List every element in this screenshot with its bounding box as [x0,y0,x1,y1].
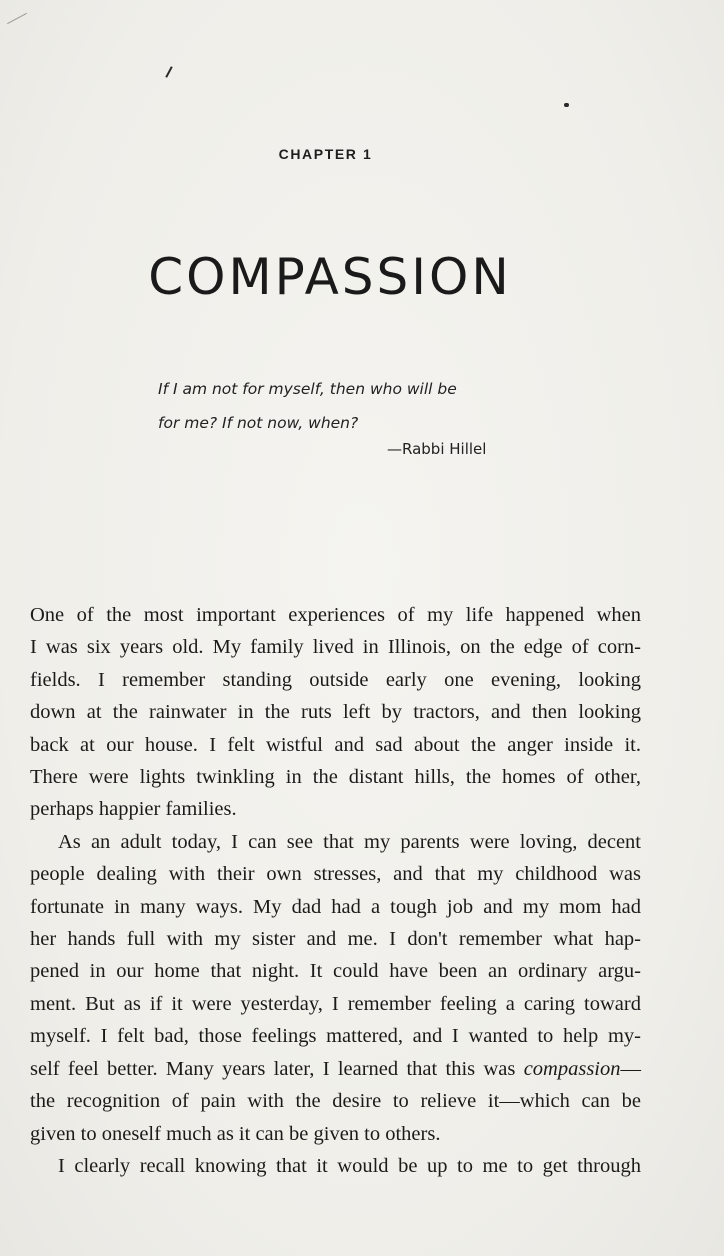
text-line: given to oneself much as it can be given to others. [30,1122,441,1145]
text-line: I clearly recall knowing that it would be up to me to get through [58,1154,641,1177]
text-line: her hands full with my sister and me. I don't remember what hap- [30,928,641,951]
page-corner-mark [7,13,27,24]
text-line: back at our house. I felt wistful and sad about the anger inside it. [30,733,641,756]
paragraph [30,826,641,1150]
chapter-label: CHAPTER 1 [278,146,373,162]
epigraph-line: If I am not for myself, then who will be [158,380,457,398]
epigraph-line: for me? If not now, when? [158,414,359,432]
epigraph [158,372,498,440]
text-segment: self feel better. Many years later, I learned that this was [30,1057,524,1080]
body-text [30,599,641,1182]
text-line: people dealing with their own stresses, and that my childhood was [30,863,641,886]
em-dash: — [620,1057,641,1080]
text-line: fortunate in many ways. My dad had a tough job and my mom had [30,895,641,918]
chapter-title: COMPASSION [148,248,512,306]
text-line: As an adult today, I can see that my parents were loving, decent [58,830,641,853]
paragraph [30,1150,641,1182]
text-line: ment. But as if it were yesterday, I remember feeling a caring toward [30,992,641,1015]
text-line [30,1053,641,1085]
paragraph [30,599,641,826]
text-line: the recognition of pain with the desire to relieve it—which can be [30,1090,641,1113]
text-line: down at the rainwater in the ruts left by tractors, and then looking [30,701,641,724]
pen-mark [165,66,172,78]
ink-dot [564,103,569,107]
epigraph-author: —Rabbi Hillel [387,440,487,458]
text-line: I was six years old. My family lived in Illinois, on the edge of corn- [30,636,641,659]
text-line: pened in our home that night. It could have been an ordinary argu- [30,960,641,983]
text-line: myself. I felt bad, those feelings mattered, and I wanted to help my- [30,1025,641,1048]
text-line: One of the most important experiences of my life happened when [30,604,641,626]
text-line: There were lights twinkling in the distant hills, the homes of other, [30,766,641,789]
text-line: fields. I remember standing outside early one evening, looking [30,668,641,691]
emphasized-word: compassion [523,1057,621,1080]
text-line: perhaps happier families. [30,798,237,821]
